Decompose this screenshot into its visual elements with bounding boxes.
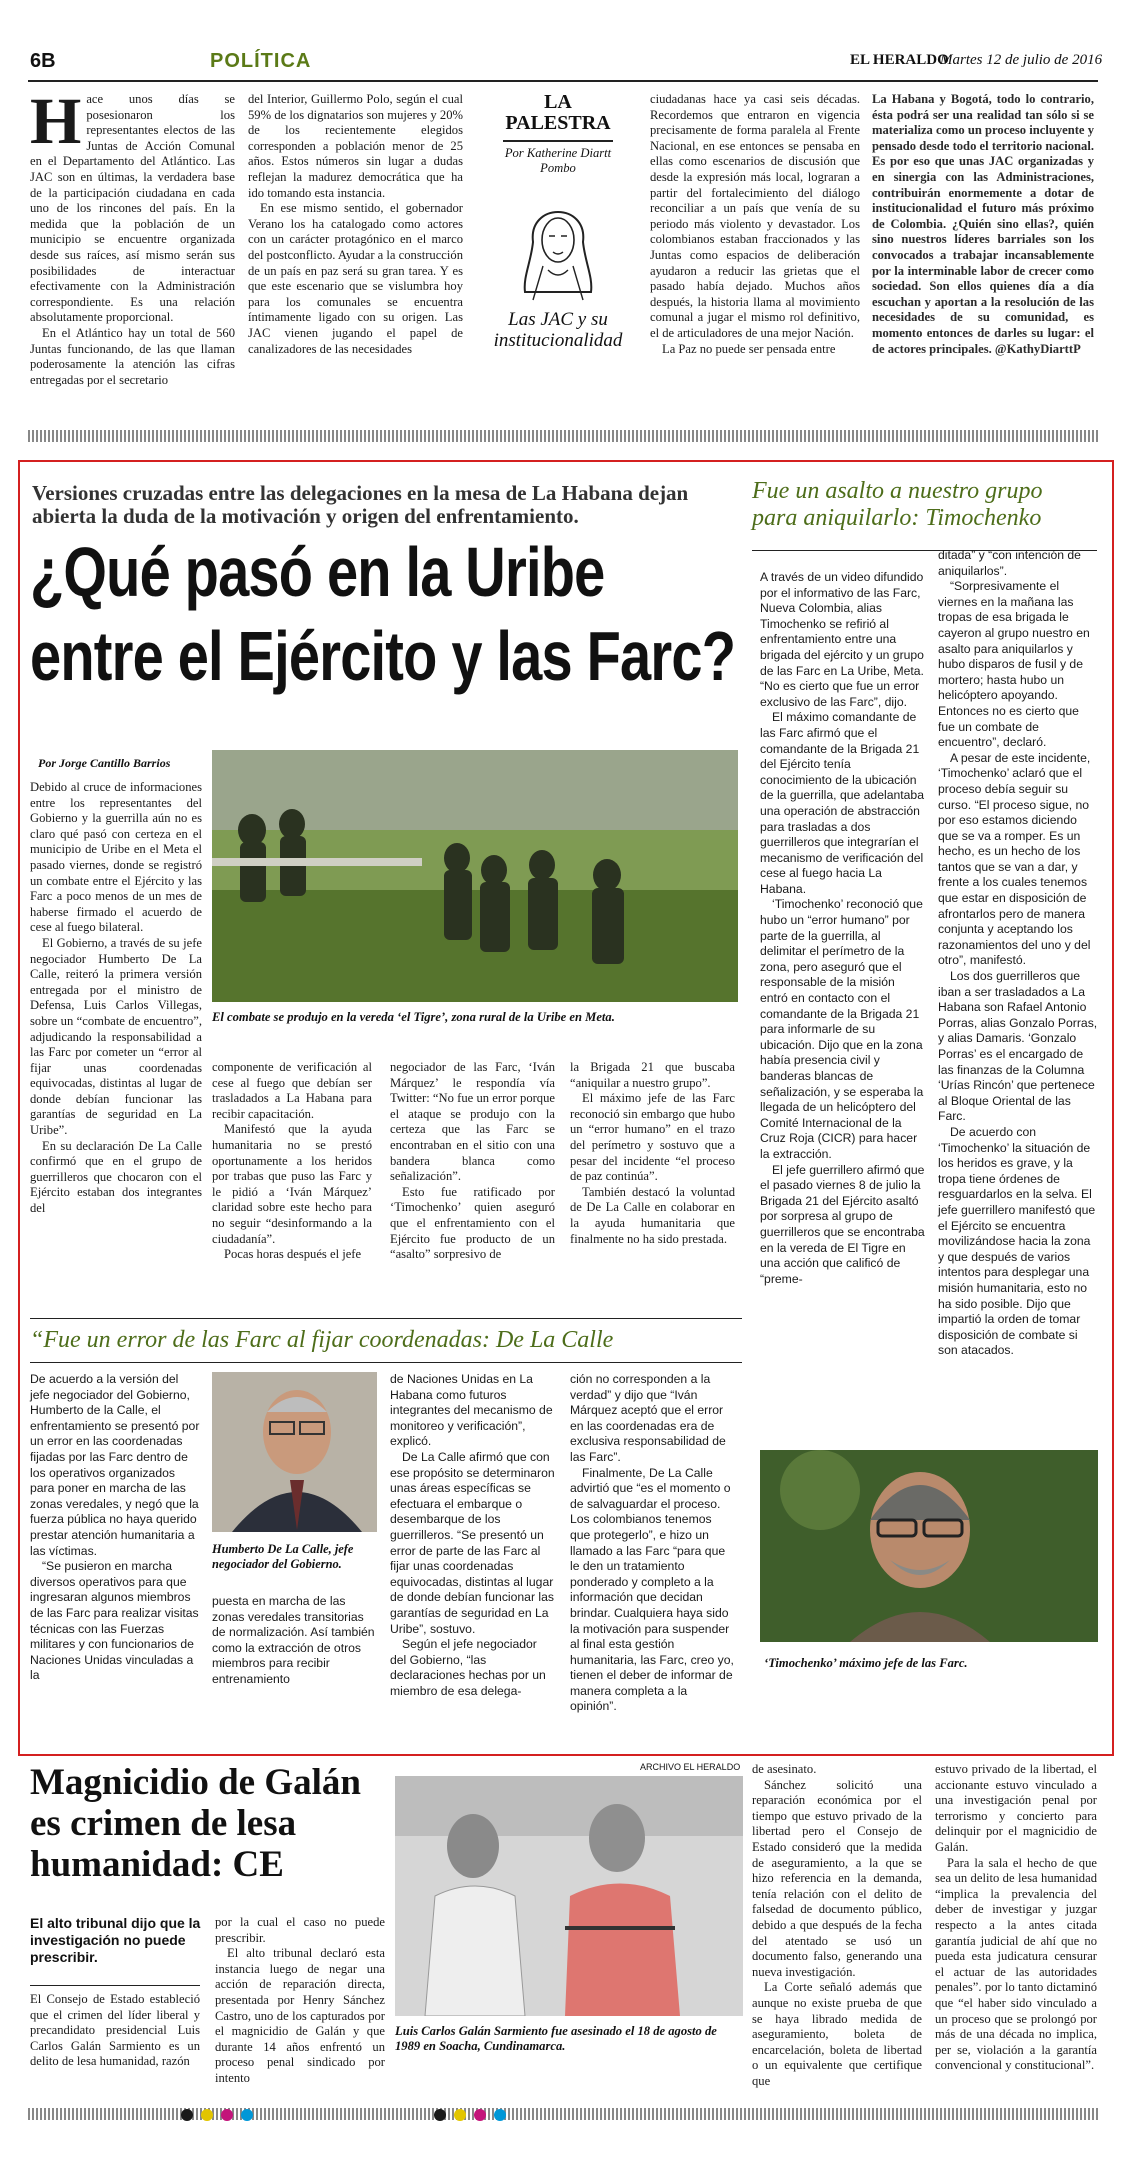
- opinion-text-2b: En ese mismo sentido, el gobernador Verano los ha catalogado como actores con un carácter protagónico en el marco del postconflicto. Ayudar a la construcción de un país en paz será su gran tarea. Y es que este escenario que se vislumbra hoy para los comunales se encuentra íntimamente ligado con su origen. Las JAC vienen jugando el papel de canalizadores de las necesidades: [248, 201, 463, 356]
- delacalle-photo-caption: Humberto De La Calle, jefe negociador del Gobierno.: [212, 1542, 354, 1571]
- column-label-palestra: PALESTRA: [505, 112, 611, 134]
- opinion-col-2: [248, 92, 463, 357]
- headline-line-2: entre el Ejército y las Farc?: [30, 617, 736, 695]
- opinion-text-3b: La Paz no puede ser pensada entre: [662, 341, 836, 356]
- timochenko-text-2c: A pesar de este incidente, ‘Timochenko’ aclaró que el proceso debía seguir su curso. “El proceso sigue, no por eso estamos diciendo que se va a romper. Es un hecho, es un hecho de los tantos que se van a dar, y frente a los cuales tenemos que estar en disposición de afrontarlos pero de manera conjunta y aceptando los razonamientos del uno y del otro”, manifestó.: [938, 750, 1091, 968]
- galan-text-1: El Consejo de Estado estableció que el crimen del líder liberal y precandidato presidencial Luis Carlos Galán Sarmiento es un delito de lesa humanidad, razón: [30, 1992, 200, 2069]
- delacalle-text-1: De acuerdo a la versión del jefe negociador del Gobierno, Humberto de la Calle, el enfrentamiento se presentó por un error en las coordenadas fijadas por las Farc dentro de los operativos organizados para poner en marcha de las zonas veredales, y negó que la fuerza pública no haya querido prestar atención humanitaria a las víctimas.: [30, 1372, 200, 1558]
- story-kicker: Versiones cruzadas entre las delegaciones en la mesa de La Habana dejan abierta la duda de la motivación y origen del enfrentamiento.: [32, 481, 689, 528]
- column-byline: Por Katherine Diartt Pombo: [504, 146, 612, 175]
- story-col-2: [212, 1060, 372, 1263]
- header-rule: [28, 80, 1098, 82]
- galan-text-2b: El alto tribunal declaró esta instancia luego de negar una acción de reparación directa, presentada por Henry Sánchez Castro, uno de los capturados por el magnicidio de Galán y que durante 14 años enfrentó un proceso penal sindicado por intento: [215, 1946, 385, 2085]
- story-col-3: [390, 1060, 555, 1263]
- delacalle-top-rule: [30, 1318, 742, 1319]
- story-text-3: negociador de las Farc, ‘Iván Márquez’ le respondía vía Twitter: “No fue un error porque el ataque se produjo con la certeza que las Farc se encontraban en el sitio con una bandera blanca como señalización”.: [390, 1060, 555, 1184]
- galan-headline: Magnicidio de Galán es crimen de lesa humanidad: CE: [30, 1762, 361, 1885]
- author-sketch: [503, 182, 613, 302]
- timochenko-col-1: [760, 570, 925, 1287]
- delacalle-col-4: [570, 1372, 735, 1715]
- delacalle-text-4b: Finalmente, De La Calle advirtió que “es el momento o de salvaguardar el proceso. Los colombianos tenemos que protegerlo”, e hizo un llamado a las Farc “para que le den un tratamiento ponderado y completo a la información que decidan brindar. Cualquiera haya sido la motivación para suspender al final esta gestión humanitaria, las Farc, creo yo, tienen el deber de informar de manera completa a la opinión”.: [570, 1465, 734, 1714]
- timochenko-text-2e: De acuerdo con ‘Timochenko’ la situación de los heridos es grave, y la tropa tiene órdenes de resguardarlos en la selva. El jefe guerrillero manifestó que el Ejército se encuentra movilizándose hacia la zona y que después de varios intentos para desplegar una misión humanitaria, esto no ha sido posible. Dijo que impartió la orden de tomar disposición de combate si son atacados.: [938, 1124, 1096, 1358]
- timochenko-text-2b: “Sorpresivamente el viernes en la mañana las tropas de esa brigada le cayeron al grupo nuestro en asalto para aniquilarlos y hubo disparos de fusil y de mortero; hasta hubo un helicóptero apoyando. Entonces no es cierto que fue un combate de encuentro”, declaró.: [938, 579, 1090, 750]
- delacalle-text-3b: De La Calle afirmó que con ese propósito se determinaron unas áreas específicas se efectuara el embarque o desembarque de los guerrilleros. “Se presentó un error de parte de las Farc al fijar unas coordenadas equivocadas, distintas al lugar de donde debían funcionar las garantías de seguridad en La Uribe”, sostuvo.: [390, 1449, 555, 1636]
- combat-photo-caption: El combate se produjo en la vereda ‘el Tigre’, zona rural de la Uribe en Meta.: [212, 1010, 615, 1024]
- galan-photo: [395, 1776, 743, 2016]
- story-text-2: componente de verificación al cese al fuego que debían ser trasladados a La Habana para recibir capacitación.: [212, 1060, 372, 1121]
- headline-line-1: ¿Qué pasó en la Uribe: [30, 533, 605, 611]
- delacalle-photo: [212, 1372, 377, 1532]
- story-col-4: [570, 1060, 735, 1247]
- combat-photo: [212, 750, 738, 1002]
- column-label-box: [478, 92, 638, 418]
- column-title: Las JAC y su institucionalidad: [493, 309, 623, 351]
- delacalle-text-3: de Naciones Unidas en La Habana como futuros integrantes del mecanismo de monitoreo y verificación”, explicó.: [390, 1372, 553, 1449]
- galan-subhead: El alto tribunal dijo que la investigación no puede prescribir.: [30, 1915, 201, 1965]
- delacalle-col-1: [30, 1372, 200, 1684]
- drop-cap: H: [30, 85, 82, 158]
- section-name: POLÍTICA: [210, 50, 312, 72]
- galan-photo-credit: ARCHIVO EL HERALDO: [640, 1762, 741, 1772]
- galan-col-2: [215, 1915, 385, 2087]
- story-text-4b: El máximo jefe de las Farc reconoció sin embargo que hubo un “error humano” en el trazo del perímetro y sostuvo que a pesar del incidente “el proceso de paz continúa”.: [570, 1091, 735, 1184]
- timochenko-text-2: ditada” y “con intención de aniquilarlos”.: [938, 548, 1081, 578]
- opinion-text-1: ace unos días se posesionaron los representantes electos de las Juntas de Acción Comunal en el Departamento del Atlántico. Las JAC son en últimas, la verdadera base de la participación ciudadana en cada uno de los rincones del país. En la medida que la población de un municipio se encuentre organizada desde sus raíces, así mismo serán sus posibilidades de interactuar efectivamente con la Administración correspondiente. Es una relación absolutamente proporcional.: [30, 92, 235, 325]
- color-registration-dots: [180, 2108, 540, 2127]
- timochenko-photo: [760, 1450, 1098, 1642]
- opinion-col-4: [872, 92, 1094, 357]
- timochenko-photo-caption: ‘Timochenko’ máximo jefe de las Farc.: [764, 1656, 968, 1670]
- story-text-4c: También destacó la voluntad de De La Calle en colaborar en la ayuda humanitaria que finalmente no ha sido prestada.: [570, 1184, 735, 1246]
- story-text-3b: Esto fue ratificado por ‘Timochenko’ quien aseguró que el enfrentamiento con el Ejército fue producto de un “asalto” sorpresivo de: [390, 1184, 555, 1262]
- galan-col-1: [30, 1992, 200, 2070]
- opinion-col-1: [30, 85, 235, 388]
- galan-photo-caption: Luis Carlos Galán Sarmiento fue asesinado el 18 de agosto de 1989 en Soacha, Cundinamarca.: [395, 2024, 717, 2053]
- galan-text-3c: La Corte señaló además que aunque no existe prueba de que se haya librado medida de aseguramiento, boleta de encarcelación, boleta de libertad o un equivalente que certifique que: [752, 1980, 922, 2088]
- delacalle-text-1b: “Se pusieron en marcha diversos operativos para que ingresaran algunos miembros de las Farc para realizar visitas técnicas con las Fuerzas militares y con funcionarios de Naciones Unidas vinculadas a la: [30, 1559, 199, 1683]
- story-text-1: Debido al cruce de informaciones entre los representantes del Gobierno y la guerrilla aún no es claro qué pasó con certeza en el municipio de Uribe en el Meta el pasado viernes, donde se registró un combate entre el Ejército y las Farc a poco menos de un mes de haberse firmado el acuerdo de cese al fuego bilateral.: [30, 780, 202, 935]
- issue-date: Martes 12 de julio de 2016: [940, 52, 1103, 68]
- opinion-col-3: [650, 92, 860, 357]
- timochenko-text-1c: ‘Timochenko’ reconoció que hubo un “error humano” por parte de la guerrilla, al delimitar el perímetro de la zona, pero aseguró que el responsable de la misión entró en contacto con el comandante de la Brigada 21 para informarle de su ubicación. Dijo que en la zona había presencia civil y banderas blancas de señalización, y se esperaba la llegada de un helicóptero del Comité Internacional de la Cruz Roja (CICR) para hacer la extracción.: [760, 897, 924, 1161]
- story-text-2c: Pocas horas después el jefe: [224, 1247, 362, 1262]
- timochenko-title-line-2: para aniquilarlo: Timochenko: [752, 505, 1042, 531]
- timochenko-text-1d: El jefe guerrillero afirmó que el pasado viernes 8 de julio la Brigada 21 del Ejército asaltó por sorpresa al grupo de guerrilleros que se encontraba en la vereda de El Tigre en una acción que calificó de “preme-: [760, 1162, 925, 1286]
- timochenko-text-1b: El máximo comandante de las Farc afirmó que el comandante de la Brigada 21 del Ejército tenía conocimiento de la ubicación de la guerrilla, que adelantaba una operación de abstracción para trasladas a dos guerrilleros que integrarían el mecanismo de verificación del cese al fuego hacia La Habana.: [760, 710, 924, 896]
- story-text-1b: El Gobierno, a través de su jefe negociador Humberto De La Calle, reiteró la primera versión entregada por el ministro de Defensa, Luis Carlos Villegas, sobre un “combate de encuentro”, adjudicando la responsabilidad a las Farc por cometer un “error al fijar unas coordenadas equivocadas, distintas al lugar de donde debían funcionar las garantías de seguridad en La Uribe”.: [30, 935, 202, 1138]
- story-text-1c: En su declaración De La Calle confirmó que en el grupo de guerrilleros que chocaron con el Ejército estaban dos integrantes del: [30, 1138, 202, 1216]
- opinion-text-3: ciudadanas hace ya casi seis décadas. Recordemos que entraron en vigencia precisamente de forma paralela al Frente Nacional, en ese entonces se pensaba en ellas como escenarios de discusión que desde la expresión más local, lograran a partir del fortalecimiento del diálogo reconciliar a un país que venía de su periodo más violento y devastador. Los colombianos estaban fraccionados y las Juntas como espacios de deliberación ayudaron a reducir las grietas que el pasado había dejado. Muchos años después, la historia llama al movimiento comunal a jugar el mismo rol definitivo, el de articuladores de una mejor Nación.: [650, 92, 860, 340]
- timochenko-text-1: A través de un video difundido por el informativo de las Farc, Nueva Colombia, alias Timochenko se refirió al enfrentamiento entre una brigada del ejército y un grupo de las Farc en La Uribe, Meta. “No es cierto que fue un error exclusivo de las Farc”, dijo.: [760, 570, 924, 709]
- delacalle-title-rule: [30, 1362, 742, 1363]
- timochenko-box-title: [752, 478, 1102, 532]
- galan-text-3b: Sánchez solicitó una reparación económica por el tiempo que estuvo privado de la libertad pero el Consejo de Estado consideró que la medida de aseguramiento, a la que se hizo referencia en la demanda, tenía relación con el delito de falsedad de documento público, debido a que después de la fecha del atentado se usó un documento falso, generando una nueva investigación.: [752, 1777, 922, 1979]
- delacalle-col-3: [390, 1372, 555, 1699]
- galan-text-2: por la cual el caso no puede prescribir.: [215, 1915, 385, 1945]
- story-byline: Por Jorge Cantillo Barrios: [38, 756, 171, 770]
- separator-hatch-1: [28, 430, 1098, 442]
- delacalle-col-2: [212, 1594, 377, 1688]
- galan-text-4: estuvo privado de la libertad, el accionante estuvo vinculado a una investigación penal por terrorismo y concierto para delinquir por el magnicidio de Galán.: [935, 1762, 1097, 1854]
- timochenko-title-line-1: Fue un asalto a nuestro grupo: [752, 478, 1043, 504]
- story-text-4: la Brigada 21 que buscaba “aniquilar a nuestro grupo”.: [570, 1060, 735, 1090]
- column-label-la: LA: [544, 91, 572, 113]
- galan-subhead-rule: [30, 1985, 200, 1986]
- timochenko-col-2: [938, 548, 1098, 1359]
- galan-col-3: [752, 1762, 922, 2089]
- delacalle-text-4: ción no corresponden a la verdad” y dijo que “Iván Márquez aceptó que el error en las coordenadas era de exclusiva responsabilidad de las Farc”.: [570, 1372, 726, 1464]
- page-number: 6B: [30, 50, 56, 72]
- story-text-2b: Manifestó que la ayuda humanitaria no se prestó oportunamente a los heridos por trabas que puso las Farc y le pidió a ‘Iván Márquez’ claridad sobre este hecho para no seguir “desinformando a la ciudadanía”.: [212, 1122, 372, 1246]
- delacalle-box-title: “Fue un error de las Farc al fijar coordenadas: De La Calle: [30, 1327, 614, 1353]
- galan-col-4: [935, 1762, 1097, 2074]
- timochenko-text-2d: Los dos guerrilleros que iban a ser trasladados a La Habana son Rafael Antonio Porras, alias Gonzalo Porras, y alias Damaris. ‘Gonzalo Porras’ es el encargado de las finanzas de la Columna ‘Urías Rincón’ que pertenece al Bloque Oriental de las Farc.: [938, 969, 1098, 1124]
- delacalle-text-3c: Según el jefe negociador del Gobierno, “las declaraciones hechas por un miembro de esa delega-: [390, 1637, 546, 1698]
- story-col-1: [30, 780, 202, 1217]
- opinion-text-1b: En el Atlántico hay un total de 560 Juntas funcionando, de las que llaman poderosamente la atención las cifras entregadas por el secretario: [30, 325, 235, 387]
- opinion-text-4: La Habana y Bogotá, todo lo contrario, ésta podrá ser una realidad tan sólo si se materializa como un proceso incluyente y pensado desde todo el territorio nacional. Es por eso que unas JAC organizadas y en sinergia con las Administraciones, contribuirán enormemente a dotar de institucionalidad el futuro más próximo de Colombia. ¿Quién sino ellas?, quién sino nuestros líderes barriales son los convocados a trabajar incansablemente por la interminable labor de crecer como sociedad. Son ellos quienes día a día escuchan y aportan a la resolución de las necesidades de su comunidad, es momento entonces de darles su lugar: el de actores principales. @KathyDiarttP: [872, 92, 1094, 356]
- galan-text-4b: Para la sala el hecho de que sea un delito de lesa humanidad “implica la prevalencia del deber de investigar y juzgar respecto a la antes citada garantía judicial de ahí que no pueda esta judicatura censurar el actuar de las autoridades penales”. por lo tanto dictaminó que “el haber sido vinculado a un proceso que se prolongó por más de una década no implica, per se, violación a la garantía convencional y constitucional”.: [935, 1855, 1097, 2073]
- delacalle-text-2: puesta en marcha de las zonas veredales transitorias de normalización. Así también como la extracción de otros miembros para recibir entrenamiento: [212, 1594, 375, 1686]
- newspaper-name: EL HERALDO: [850, 52, 949, 68]
- galan-text-3: de asesinato.: [752, 1762, 817, 1776]
- opinion-text-2: del Interior, Guillermo Polo, según el cual 59% de los dignatarios son mujeres y 20% de los recientemente elegidos corresponden a población menor de 25 años. Estos números sin lugar a dudas reflejan la madurez democrática que ha ido tomando esta instancia.: [248, 92, 463, 200]
